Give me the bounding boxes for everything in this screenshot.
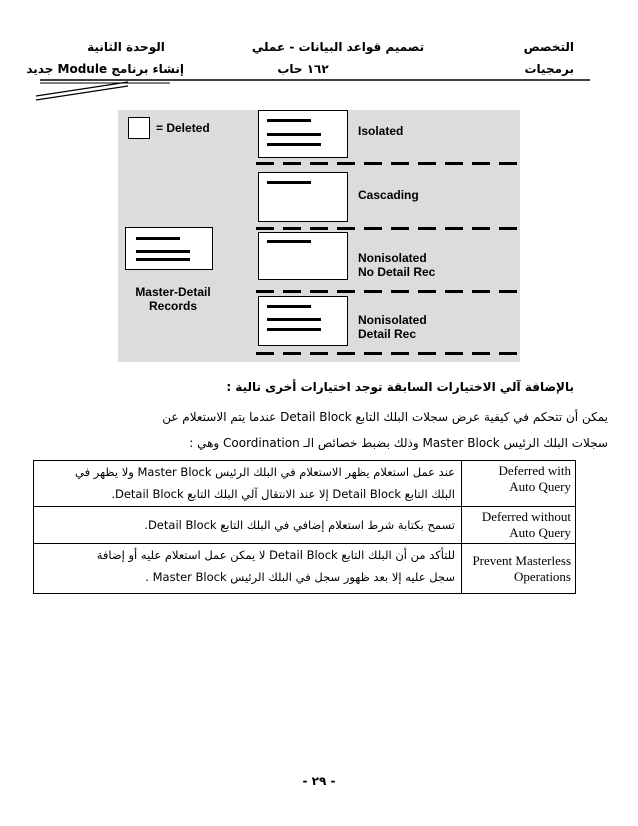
separator-dash xyxy=(256,227,518,230)
deleted-legend-box xyxy=(128,117,150,139)
table-row xyxy=(34,461,576,507)
description-line: البلك التابع Detail Block إلا عند الانتقال آلي البلك التابع Detail Block. xyxy=(111,487,455,501)
separator-dash xyxy=(256,290,518,293)
option-name xyxy=(462,461,576,507)
option-name-line: Deferred with xyxy=(498,463,571,478)
description-line: للتأكد من أن البلك التابع Detail Block لا يمكن عمل استعلام عليه أو إضافة xyxy=(96,548,455,562)
paragraph-line-2: سجلات البلك الرئيس Master Block وذلك بضبط خصائص الـ Coordination وهي : xyxy=(189,436,608,450)
option-name-line: Auto Query xyxy=(509,525,571,540)
nonisolated-label: Nonisolated xyxy=(358,313,427,327)
separator-dash xyxy=(256,162,518,165)
detail-rec-label: Detail Rec xyxy=(358,327,417,341)
option-description xyxy=(34,461,462,507)
description-line: سجل عليه إلا بعد ظهور سجل في البلك الرئيس Master Block . xyxy=(145,570,455,584)
nonisolated-label: Nonisolated xyxy=(358,251,427,265)
separator-dash xyxy=(256,352,518,355)
option-description xyxy=(34,507,462,544)
option-name-line: Auto Query xyxy=(509,479,571,494)
coordination-options-table xyxy=(33,460,576,594)
table-row xyxy=(34,507,576,544)
specialty-label: التخصص xyxy=(523,40,574,54)
description-line: تسمح بكتابة شرط استعلام إضافي في البلك التابع Detail Block. xyxy=(144,518,455,532)
master-record-box xyxy=(125,227,213,270)
page-number: - ٢٩ - xyxy=(302,774,336,788)
header-rule xyxy=(0,0,638,110)
option-name xyxy=(462,507,576,544)
cascading-box xyxy=(258,172,348,222)
isolated-box xyxy=(258,110,348,158)
cascading-label: Cascading xyxy=(358,188,419,202)
unit-label: الوحدة الثانية xyxy=(87,40,165,54)
option-name-line: Operations xyxy=(513,568,571,584)
isolated-label: Isolated xyxy=(358,124,404,138)
option-description xyxy=(34,544,462,594)
option-name xyxy=(462,544,576,594)
unit-title: إنشاء برنامج Module جديد xyxy=(26,62,184,76)
table-row xyxy=(34,544,576,594)
master-detail-diagram xyxy=(118,110,520,362)
intro-line: بالإضافة آلي الاختيارات السابقة توجد اختيارات أخرى تالية : xyxy=(226,380,574,394)
option-name-line: Deferred without xyxy=(481,509,571,524)
option-name-line: Prevent Masterless xyxy=(472,552,571,568)
deleted-legend-label: = Deleted xyxy=(156,121,210,135)
nonisolated-detail-box xyxy=(258,296,348,346)
course-title: تصميم قواعد البيانات - عملي xyxy=(251,40,425,54)
description-line: عند عمل استعلام يظهر الاستعلام في البلك الرئيس Master Block ولا يظهر في xyxy=(75,465,455,479)
course-code: ١٦٢ حاب xyxy=(277,62,329,76)
master-detail-label: Master-Detail Records xyxy=(135,285,211,313)
specialty-value: برمجيات xyxy=(524,62,574,76)
no-detail-rec-label: No Detail Rec xyxy=(358,265,436,279)
paragraph-line-1: يمكن أن تتحكم في كيفية عرض سجلات البلك التابع Detail Block عندما يتم الاستعلام عن xyxy=(162,410,608,424)
nonisolated-no-detail-box xyxy=(258,232,348,280)
